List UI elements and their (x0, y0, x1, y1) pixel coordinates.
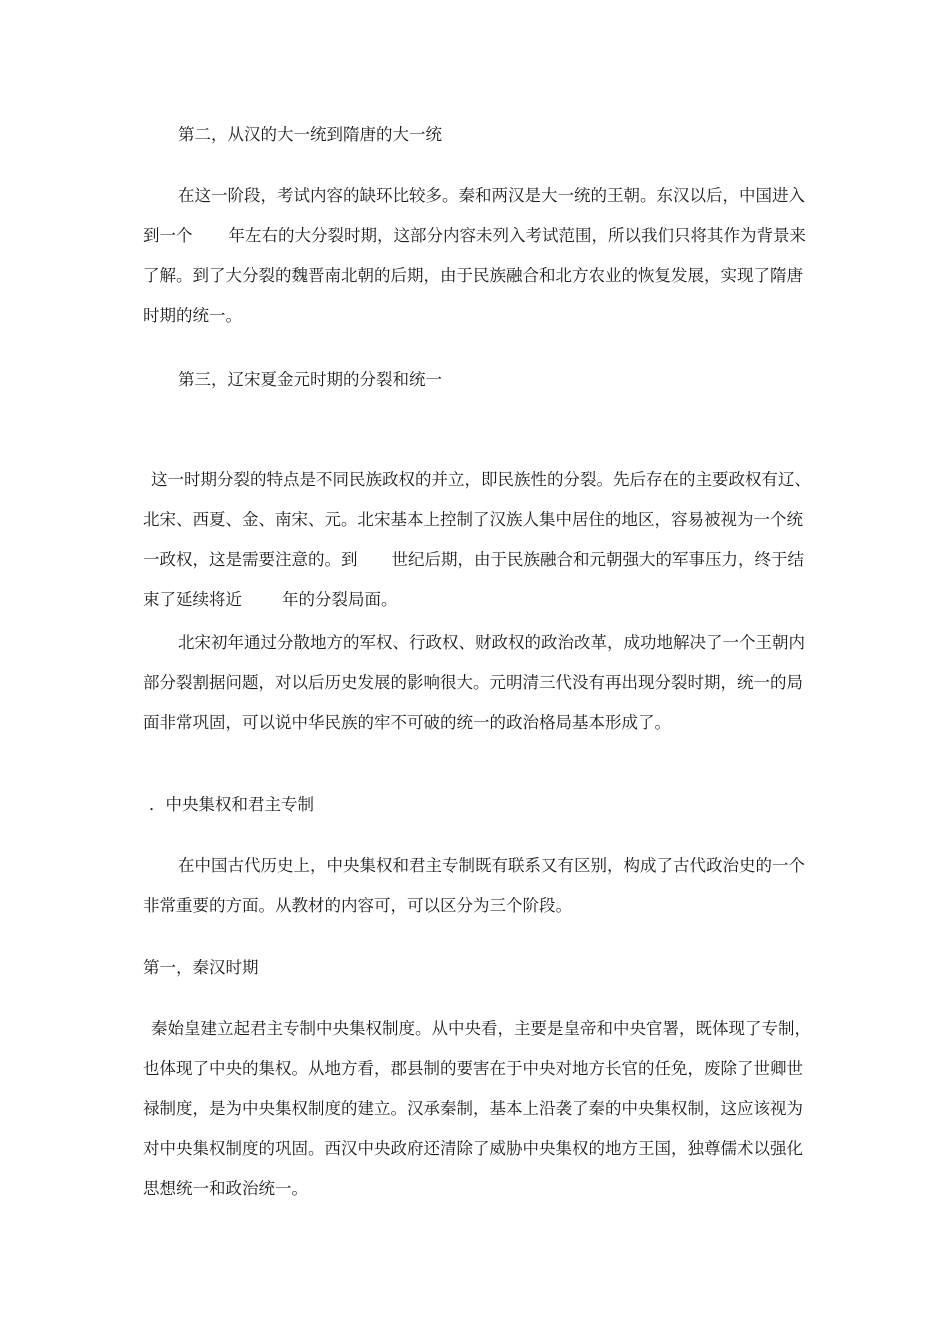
paragraph-line: 北宋初年通过分散地方的军权、行政权、财政权的政治改革，成功地解决了一个王朝内 (178, 633, 805, 652)
heading-second: 第二，从汉的大一统到隋唐的大一统 (178, 125, 442, 144)
heading-first-qinhan: 第一，秦汉时期 (143, 958, 259, 977)
paragraph-line: 禄制度，是为中央集权制度的建立。汉承秦制，基本上沿袭了秦的中央集权制，这应该视为 (143, 1099, 803, 1118)
paragraph-line: 也体现了中央的集权。从地方看，郡县制的要害在于中央对地方长官的任免，废除了世卿世 (143, 1059, 803, 1078)
paragraph-line: 到一个 年左右的大分裂时期，这部分内容未列入考试范围，所以我们只将其作为背景来 (143, 226, 806, 245)
paragraph-qin-shi-huang (143, 1009, 813, 1209)
paragraph-line: 在中国古代历史上，中央集权和君主专制既有联系又有区别，构成了古代政治史的一个 (178, 856, 805, 875)
paragraph-line: 这一时期分裂的特点是不同民族政权的并立，即民族性的分裂。先后存在的主要政权有辽、 (151, 470, 811, 489)
paragraph-liao-song (143, 460, 813, 620)
heading-third: 第三，辽宋夏金元时期的分裂和统一 (178, 370, 442, 389)
section-title: ．中央集权和君主专制 (149, 795, 314, 814)
paragraph-northern-song (143, 623, 813, 743)
paragraph-line: 束了延续将近 年的分裂局面。 (143, 590, 398, 609)
paragraph-centralization (143, 846, 813, 926)
paragraph-line: 部分裂割据问题，对以后历史发展的影响很大。元明清三代没有再出现分裂时期，统一的局 (143, 673, 803, 692)
paragraph-line: 在这一阶段，考试内容的缺环比较多。秦和两汉是大一统的王朝。东汉以后，中国进入 (178, 186, 805, 205)
paragraph-line: 思想统一和政治统一。 (143, 1179, 308, 1198)
paragraph-line: 了解。到了大分裂的魏晋南北朝的后期，由于民族融合和北方农业的恢复发展，实现了隋唐 (143, 266, 803, 285)
paragraph-line: 非常重要的方面。从教材的内容可，可以区分为三个阶段。 (143, 896, 572, 915)
paragraph-line: 北宋、西夏、金、南宋、元。北宋基本上控制了汉族人集中居住的地区，容易被视为一个统 (143, 510, 803, 529)
paragraph-line: 一政权，这是需要注意的。到 世纪后期，由于民族融合和元朝强大的军事压力，终于结 (143, 550, 804, 569)
paragraph-han-to-suitang (143, 176, 813, 336)
paragraph-line: 时期的统一。 (143, 306, 242, 325)
paragraph-line: 秦始皇建立起君主专制中央集权制度。从中央看，主要是皇帝和中央官署，既体现了专制， (151, 1019, 811, 1038)
paragraph-line: 对中央集权制度的巩固。西汉中央政府还清除了威胁中央集权的地方王国，独尊儒术以强化 (143, 1139, 803, 1158)
paragraph-line: 面非常巩固，可以说中华民族的牢不可破的统一的政治格局基本形成了。 (143, 713, 671, 732)
